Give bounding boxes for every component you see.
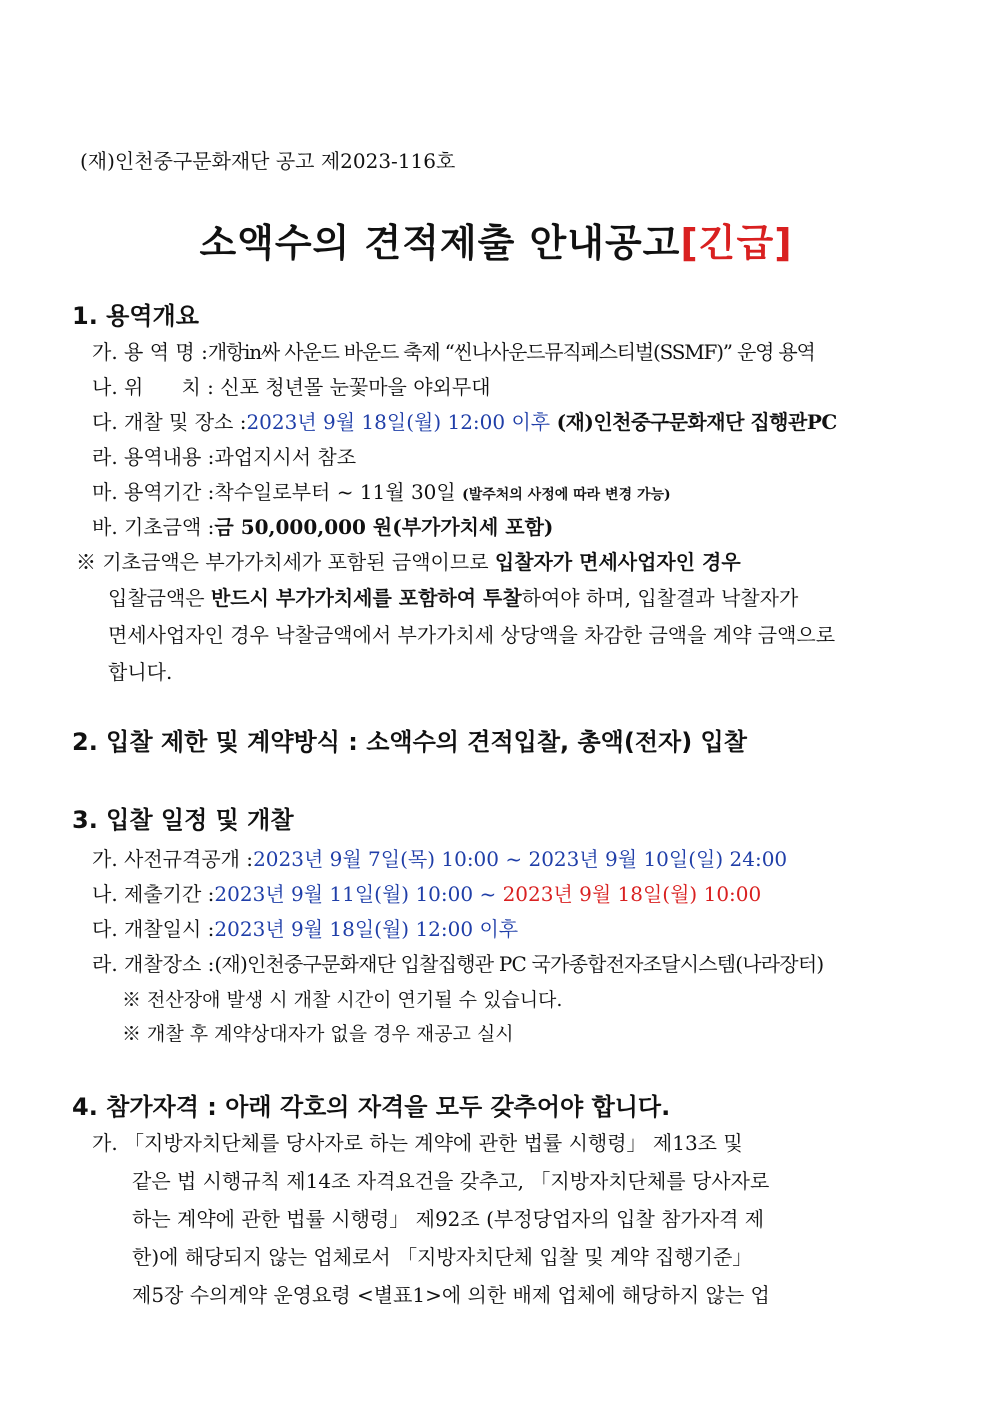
opening-date-label: 다. 개찰일시 : xyxy=(92,917,215,941)
opening-date: 2023년 9월 18일(월) 12:00 이후 xyxy=(246,410,551,434)
section3-heading: 3. 입찰 일정 및 개찰 xyxy=(72,806,294,834)
base-amount-label: 바. 기초금액 : xyxy=(92,515,215,539)
opening-date-row xyxy=(92,913,518,942)
note2-c: 하여야 하며, 입찰결과 낙찰자가 xyxy=(521,586,799,610)
vat-note-line4: 합니다. xyxy=(108,660,173,684)
service-name-value: 개항in싸 사운드 바운드 축제 “씬나사운드뮤직페스티벌(SSMF)” 운영 용역 xyxy=(207,340,815,364)
pre-spec-label: 가. 사전규격공개 : xyxy=(92,847,254,871)
content-row xyxy=(92,441,356,470)
service-name-label: 가. 용 역 명 : xyxy=(92,340,208,364)
location-label: 나. 위 치 : xyxy=(92,375,221,399)
system-delay-note: ※ 전산장애 발생 시 개찰 시간이 연기될 수 있습니다. xyxy=(122,989,563,1011)
location-row xyxy=(92,371,491,400)
qualification-line2: 같은 법 시행규칙 제14조 자격요건을 갖추고, 「지방자치단체를 당사자로 xyxy=(132,1169,770,1193)
re-notice-note: ※ 개찰 후 계약상대자가 없을 경우 재공고 실시 xyxy=(122,1023,514,1045)
note2-a: 입찰금액은 xyxy=(108,586,211,610)
content-label: 라. 용역내용 : xyxy=(92,445,215,469)
opening-row xyxy=(92,406,837,435)
note-mark: ※ xyxy=(76,550,96,574)
vat-note-line1 xyxy=(76,546,741,575)
notice-number: (재)인천중구문화재단 공고 제2023-116호 xyxy=(80,149,456,173)
opening-place-label: 라. 개찰장소 : xyxy=(92,952,215,976)
qualification-line1: 가. 「지방자치단체를 당사자로 하는 계약에 관한 법률 시행령」 제13조 및 xyxy=(92,1131,743,1155)
period-note: (발주처의 사정에 따라 변경 가능) xyxy=(462,487,671,503)
qualification-line5: 제5장 수의계약 운영요령 <별표1>에 의한 배제 업체에 해당하지 않는 업 xyxy=(132,1283,770,1307)
submission-start: 2023년 9월 11일(월) 10:00 ~ xyxy=(214,882,503,906)
urgent-tag: [긴급] xyxy=(680,221,793,265)
pre-spec-row xyxy=(92,843,787,872)
opening-place-value: (재)인천중구문화재단 입찰집행관 PC 국가종합전자조달시스템(나라장터) xyxy=(214,952,824,976)
period-label: 마. 용역기간 : xyxy=(92,480,215,504)
qualification-line4: 한)에 해당되지 않는 업체로서 「지방자치단체 입찰 및 계약 집행기준」 xyxy=(132,1245,753,1269)
opening-place: (재)인천중구문화재단 집행관PC xyxy=(550,410,837,434)
page-title xyxy=(0,212,992,267)
section1-heading: 1. 용역개요 xyxy=(72,302,199,330)
opening-place-row xyxy=(92,948,823,977)
submission-label: 나. 제출기간 : xyxy=(92,882,215,906)
vat-note-line2 xyxy=(108,582,798,611)
note2-b: 반드시 부가가치세를 포함하여 투찰 xyxy=(210,586,522,610)
submission-row xyxy=(92,878,761,907)
submission-deadline: 2023년 9월 18일(월) 10:00 xyxy=(502,882,762,906)
section4-heading: 4. 참가자격 : 아래 각호의 자격을 모두 갖추어야 합니다. xyxy=(72,1093,671,1121)
period-row xyxy=(92,476,671,505)
vat-note-line3: 면세사업자인 경우 낙찰금액에서 부가가치세 상당액을 차감한 금액을 계약 금액으로 xyxy=(108,623,836,647)
section2-heading: 2. 입찰 제한 및 계약방식 : 소액수의 견적입찰, 총액(전자) 입찰 xyxy=(72,728,747,756)
base-amount-row xyxy=(92,511,553,540)
note-text-a: 기초금액은 부가가치세가 포함된 금액이므로 xyxy=(96,550,495,574)
period-value: 착수일로부터 ~ 11월 30일 xyxy=(214,480,463,504)
pre-spec-value: 2023년 9월 7일(목) 10:00 ~ 2023년 9월 10일(일) 24:00 xyxy=(253,847,788,871)
note-text-b: 입찰자가 면세사업자인 경우 xyxy=(494,550,741,574)
content-value: 과업지시서 참조 xyxy=(214,445,357,469)
title-main: 소액수의 견적제출 안내공고 xyxy=(199,221,681,265)
qualification-line3: 하는 계약에 관한 법률 시행령」 제92조 (부정당업자의 입찰 참가자격 제 xyxy=(132,1207,765,1231)
opening-date-value: 2023년 9월 18일(월) 12:00 이후 xyxy=(214,917,519,941)
location-value: 신포 청년몰 눈꽃마을 야외무대 xyxy=(220,375,491,399)
service-name-row xyxy=(92,336,815,365)
opening-label: 다. 개찰 및 장소 : xyxy=(92,410,247,434)
base-amount-value: 금 50,000,000 원(부가가치세 포함) xyxy=(214,515,554,539)
